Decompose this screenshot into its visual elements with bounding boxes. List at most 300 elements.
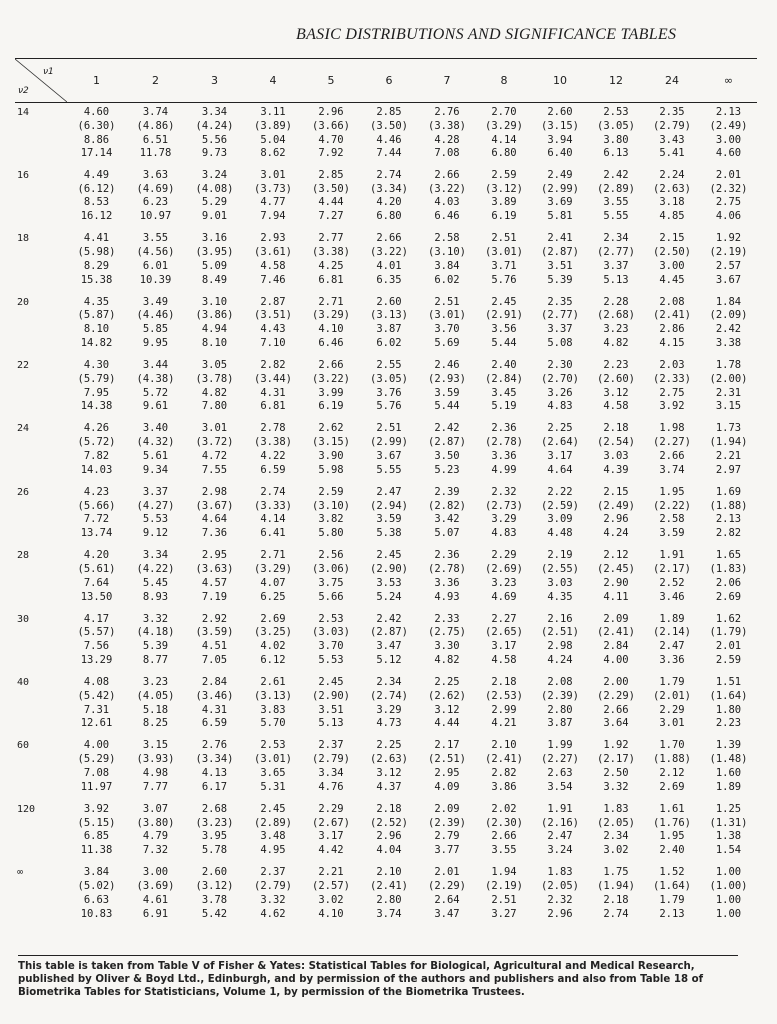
cell-value: 4.06 [715, 210, 742, 223]
cell-value: 1.73 [715, 422, 742, 435]
table-cell [700, 610, 757, 673]
cell-value: (3.34) [195, 753, 234, 766]
cell-value: 1.52 [659, 866, 685, 879]
cell-value: (2.89) [597, 182, 635, 195]
cell-value: 6.12 [260, 654, 286, 667]
cell-value: (2.99) [370, 436, 408, 449]
table-cell [418, 736, 476, 799]
cell-value: 4.93 [434, 590, 460, 603]
cell-value: 4.69 [491, 590, 517, 603]
cell-value: 3.87 [376, 323, 402, 336]
cell-value: 2.08 [547, 676, 573, 689]
cell-value: 2.64 [434, 893, 460, 906]
cell-value: 2.40 [659, 844, 685, 857]
column-header: 3 [185, 59, 244, 103]
cell-value: 3.86 [491, 780, 517, 793]
cell-value: 4.99 [491, 463, 517, 476]
cell-value: 5.08 [547, 337, 573, 350]
cell-value: (1.79) [709, 626, 748, 639]
table-cell [476, 356, 532, 419]
cell-value: 3.24 [201, 168, 228, 181]
cell-value: 2.25 [547, 422, 573, 435]
table-row [15, 673, 757, 736]
table-cell [126, 610, 185, 673]
table-cell [185, 356, 244, 419]
cell-value: 5.53 [318, 654, 344, 667]
table-cell [418, 103, 476, 166]
cell-value: 3.82 [318, 513, 344, 526]
table-cell [644, 736, 700, 799]
column-header: 7 [418, 59, 476, 103]
cell-value: (3.29) [312, 309, 350, 322]
cell-value: 5.98 [318, 463, 344, 476]
cell-value: 4.35 [83, 295, 110, 308]
cell-value: 6.40 [547, 147, 573, 160]
page-header: BASIC DISTRIBUTIONS AND SIGNIFICANCE TABLES [296, 26, 677, 43]
table-cell [244, 103, 302, 166]
table-cell [67, 229, 126, 292]
table-cell [185, 736, 244, 799]
table-cell [185, 610, 244, 673]
cell-value: 4.77 [260, 196, 286, 209]
cell-value: 2.13 [659, 907, 685, 920]
cell-value: 3.49 [142, 295, 169, 308]
cell-value: 1.95 [659, 830, 685, 843]
cell-value: 6.85 [83, 830, 110, 843]
cell-value: 2.09 [603, 612, 629, 625]
cell-value: 2.49 [547, 168, 573, 181]
cell-value: 2.10 [491, 739, 517, 752]
table-cell [185, 800, 244, 863]
cell-value: 7.64 [83, 576, 110, 589]
cell-value: 8.25 [142, 717, 169, 730]
table-cell [185, 546, 244, 609]
cell-value: 2.25 [376, 739, 402, 752]
cell-value: 5.04 [260, 133, 286, 146]
cell-value: (2.51) [541, 626, 579, 639]
cell-value: 2.34 [603, 830, 629, 843]
cell-value: (2.49) [597, 499, 635, 512]
cell-value: 5.55 [603, 210, 629, 223]
cell-value: 3.37 [142, 485, 169, 498]
cell-value: (3.66) [312, 119, 350, 132]
cell-value: 10.97 [139, 210, 172, 223]
cell-value: 2.18 [376, 802, 402, 815]
cell-value: (3.51) [254, 309, 292, 322]
table-cell [244, 800, 302, 863]
cell-value: 2.68 [201, 802, 228, 815]
cell-value: 6.46 [318, 337, 344, 350]
cell-value: (3.22) [428, 182, 466, 195]
cell-value: 3.99 [318, 386, 344, 399]
cell-value: (2.73) [485, 499, 523, 512]
cell-value: 2.47 [659, 640, 685, 653]
table-cell [185, 293, 244, 356]
table-cell [360, 546, 418, 609]
column-header: 24 [644, 59, 700, 103]
cell-value: 2.86 [659, 323, 685, 336]
cell-value: 2.23 [715, 717, 742, 730]
cell-value: 4.62 [260, 907, 286, 920]
cell-value: 1.65 [715, 549, 742, 562]
cell-value: (3.03) [312, 626, 350, 639]
nu1-label: ν1 [43, 67, 54, 77]
table-cell [67, 673, 126, 736]
table-cell [360, 483, 418, 546]
cell-value: 3.48 [260, 830, 286, 843]
table-cell [644, 356, 700, 419]
row-header-nu2: 120 [17, 803, 36, 815]
cell-value: 6.80 [491, 147, 517, 160]
cell-value: (3.67) [195, 499, 234, 512]
cell-value: (3.15) [541, 119, 579, 132]
cell-value: 7.05 [201, 654, 228, 667]
cell-value: (2.99) [541, 182, 579, 195]
cell-value: (3.22) [370, 246, 408, 259]
cell-value: 3.55 [491, 844, 517, 857]
cell-value: (2.29) [597, 689, 635, 702]
table-cell [588, 610, 644, 673]
cell-value: 2.70 [491, 106, 517, 118]
table-cell [67, 166, 126, 229]
table-cell [302, 293, 360, 356]
cell-value: 3.94 [547, 133, 573, 146]
cell-value: 3.59 [659, 527, 685, 540]
cell-value: 6.63 [83, 893, 110, 906]
cell-value: 6.25 [260, 590, 286, 603]
cell-value: 2.80 [376, 893, 402, 906]
cell-value: 4.14 [491, 133, 517, 146]
table-cell [185, 419, 244, 482]
cell-value: (3.95) [195, 246, 234, 259]
cell-value: 4.57 [201, 576, 228, 589]
cell-value: 2.95 [434, 767, 460, 779]
table-cell [244, 166, 302, 229]
cell-value: 5.38 [376, 527, 402, 540]
cell-value: 3.03 [547, 576, 573, 589]
cell-value: (3.38) [428, 119, 466, 132]
table-row [15, 103, 757, 166]
cell-value: 6.19 [491, 210, 517, 223]
table-cell [360, 356, 418, 419]
cell-value: (2.41) [485, 753, 523, 766]
column-header: 1 [67, 59, 126, 103]
cell-value: 1.83 [547, 866, 573, 879]
cell-value: 9.34 [142, 463, 169, 476]
cell-value: 1.92 [603, 739, 629, 752]
cell-value: 6.02 [434, 273, 460, 286]
cell-value: 2.21 [318, 866, 344, 879]
cell-value: 8.10 [201, 337, 228, 350]
cell-value: 5.23 [434, 463, 460, 476]
cell-value: 1.92 [715, 232, 742, 245]
cell-value: 2.82 [715, 527, 742, 540]
table-cell [244, 419, 302, 482]
cell-value: 14.82 [80, 337, 113, 350]
cell-value: 2.66 [491, 830, 517, 843]
cell-value: 4.04 [376, 844, 402, 857]
cell-value: 3.95 [201, 830, 228, 843]
cell-value: (1.88) [709, 499, 748, 512]
cell-value: 3.84 [434, 259, 460, 272]
cell-value: 1.80 [715, 703, 742, 716]
cell-value: 3.17 [318, 830, 344, 843]
cell-value: 7.80 [201, 400, 228, 413]
table-cell [588, 546, 644, 609]
cell-value: 4.58 [603, 400, 629, 413]
cell-value: 4.76 [318, 780, 344, 793]
cell-value: 2.97 [715, 463, 742, 476]
cell-value: 2.32 [491, 485, 517, 498]
cell-value: (3.13) [370, 309, 408, 322]
cell-value: 2.35 [547, 295, 573, 308]
table-cell [700, 166, 757, 229]
cell-value: 3.70 [434, 323, 460, 336]
cell-value: 3.34 [142, 549, 169, 562]
cell-value: 2.66 [603, 703, 629, 716]
cell-value: (3.73) [254, 182, 292, 195]
table-cell [244, 610, 302, 673]
cell-value: 2.15 [603, 485, 629, 498]
table-cell [126, 546, 185, 609]
cell-value: (2.93) [428, 372, 466, 385]
cell-value: (2.63) [370, 753, 408, 766]
cell-value: 3.32 [260, 893, 286, 906]
cell-value: 2.74 [260, 485, 286, 498]
cell-value: 2.32 [547, 893, 573, 906]
table-cell [644, 293, 700, 356]
cell-value: 5.70 [260, 717, 286, 730]
cell-value: 4.51 [201, 640, 228, 653]
cell-value: 2.66 [434, 168, 460, 181]
cell-value: 3.54 [547, 780, 573, 793]
cell-value: 5.85 [142, 323, 169, 336]
cell-value: 2.63 [547, 767, 573, 779]
cell-value: 4.07 [260, 576, 286, 589]
table-cell [418, 229, 476, 292]
cell-value: 3.90 [318, 450, 344, 463]
cell-value: (3.61) [254, 246, 292, 259]
cell-value: 3.11 [260, 106, 286, 118]
cell-value: 3.34 [201, 106, 228, 118]
cell-value: 2.42 [434, 422, 460, 435]
cell-value: 3.43 [659, 133, 685, 146]
cell-value: 4.83 [547, 400, 573, 413]
cell-value: 3.02 [603, 844, 629, 857]
cell-value: (3.86) [195, 309, 234, 322]
cell-value: 5.12 [376, 654, 402, 667]
cell-value: 5.80 [318, 527, 344, 540]
cell-value: 7.31 [83, 703, 110, 716]
cell-value: 9.61 [142, 400, 169, 413]
cell-value: 8.49 [201, 273, 228, 286]
cell-value: 3.12 [603, 386, 629, 399]
table-cell [532, 736, 588, 799]
cell-value: (2.45) [597, 563, 635, 576]
cell-value: 2.29 [659, 703, 685, 716]
cell-value: (4.05) [136, 689, 175, 702]
table-cell [418, 166, 476, 229]
cell-value: 4.30 [83, 359, 110, 372]
row-header-nu2: 60 [17, 740, 30, 752]
table-cell [67, 863, 126, 926]
table-cell [67, 356, 126, 419]
cell-value: 3.36 [491, 450, 517, 463]
cell-value: (1.88) [653, 753, 691, 766]
cell-value: 9.73 [201, 147, 228, 160]
cell-value: 8.29 [83, 259, 110, 272]
cell-value: 3.01 [201, 422, 228, 435]
cell-value: 2.51 [491, 893, 517, 906]
cell-value: 2.42 [603, 168, 629, 181]
cell-value: 1.89 [715, 780, 742, 793]
cell-value: 3.75 [318, 576, 344, 589]
cell-value: (2.29) [428, 879, 466, 892]
cell-value: 7.08 [83, 767, 110, 779]
cell-value: 5.76 [491, 273, 517, 286]
cell-value: (2.39) [428, 816, 466, 829]
table-cell [588, 419, 644, 482]
cell-value: 10.83 [80, 907, 113, 920]
column-header: 5 [302, 59, 360, 103]
cell-value: 5.39 [547, 273, 573, 286]
cell-value: 3.07 [142, 802, 169, 815]
cell-value: 11.78 [139, 147, 172, 160]
cell-value: 2.62 [318, 422, 344, 435]
cell-value: 4.01 [376, 259, 402, 272]
cell-value: 2.51 [491, 232, 517, 245]
table-cell [126, 483, 185, 546]
cell-value: 3.59 [376, 513, 402, 526]
table-cell [700, 546, 757, 609]
table-cell [532, 610, 588, 673]
cell-value: (3.80) [136, 816, 175, 829]
table-cell [588, 293, 644, 356]
table-cell [67, 546, 126, 609]
cell-value: 4.13 [201, 767, 228, 779]
cell-value: 3.09 [547, 513, 573, 526]
table-row [15, 546, 757, 609]
cell-value: 1.78 [715, 359, 742, 372]
cell-value: 2.47 [376, 485, 402, 498]
cell-value: 7.36 [201, 527, 228, 540]
cell-value: 4.20 [376, 196, 402, 209]
cell-value: 4.42 [318, 844, 344, 857]
cell-value: (3.29) [254, 563, 292, 576]
cell-value: (3.22) [312, 372, 350, 385]
cell-value: 4.82 [434, 654, 460, 667]
cell-value: (3.10) [428, 246, 466, 259]
cell-value: (2.19) [485, 879, 523, 892]
table-cell [418, 863, 476, 926]
cell-value: (5.29) [77, 753, 116, 766]
cell-value: 2.09 [434, 802, 460, 815]
cell-value: (3.12) [195, 879, 234, 892]
table-cell [302, 166, 360, 229]
cell-value: 2.76 [201, 739, 228, 752]
cell-value: (2.27) [541, 753, 579, 766]
cell-value: 5.29 [201, 196, 228, 209]
cell-value: 2.96 [603, 513, 629, 526]
cell-value: 5.76 [376, 400, 402, 413]
table-cell [476, 546, 532, 609]
cell-value: 2.13 [715, 513, 742, 526]
cell-value: (3.38) [312, 246, 350, 259]
cell-value: 4.41 [83, 232, 110, 245]
cell-value: 2.45 [260, 802, 286, 815]
cell-value: 6.13 [603, 147, 629, 160]
cell-value: 3.24 [547, 844, 573, 857]
cell-value: 3.59 [434, 386, 460, 399]
row-header-nu2: ∞ [17, 867, 24, 879]
table-cell [360, 419, 418, 482]
cell-value: 5.53 [142, 513, 169, 526]
cell-value: 4.44 [434, 717, 460, 730]
cell-value: 3.23 [491, 576, 517, 589]
cell-value: 3.37 [603, 259, 629, 272]
corner-cell [15, 59, 67, 103]
table-cell [360, 103, 418, 166]
cell-value: 3.17 [547, 450, 573, 463]
cell-value: 2.98 [547, 640, 573, 653]
cell-value: 4.14 [260, 513, 286, 526]
cell-value: 7.95 [83, 386, 110, 399]
cell-value: (5.79) [77, 372, 116, 385]
cell-value: 2.56 [318, 549, 344, 562]
cell-value: 5.18 [142, 703, 169, 716]
cell-value: 3.83 [260, 703, 286, 716]
table-cell [244, 356, 302, 419]
cell-value: (4.86) [136, 119, 175, 132]
cell-value: 1.00 [715, 893, 742, 906]
cell-value: 2.33 [434, 612, 460, 625]
source-footnote: This table is taken from Table V of Fisher & Yates: Statistical Tables for Biological, Agricultural and Medical Research, published by Oliver & Boyd Ltd., Edinburgh, and by permission of the authors and publishers and also from Table 18 of Biometrika Tables for Statisticians, Volume 1, by permission of the Biometrika Trustees. [18, 955, 738, 999]
table-cell [588, 483, 644, 546]
table-cell [700, 356, 757, 419]
cell-value: 2.66 [659, 450, 685, 463]
cell-value: 2.95 [201, 549, 228, 562]
cell-value: 3.80 [603, 133, 629, 146]
cell-value: 17.14 [80, 147, 113, 160]
cell-value: 7.77 [142, 780, 169, 793]
cell-value: (3.34) [370, 182, 408, 195]
nu2-label: ν2 [18, 86, 29, 96]
cell-value: (2.84) [485, 372, 523, 385]
cell-value: 4.70 [318, 133, 344, 146]
table-cell [532, 673, 588, 736]
table-cell [126, 229, 185, 292]
cell-value: (2.78) [485, 436, 523, 449]
cell-value: 2.53 [603, 106, 629, 118]
cell-value: 7.56 [83, 640, 110, 653]
cell-value: 4.95 [260, 844, 286, 857]
cell-value: (3.63) [195, 563, 234, 576]
cell-value: 1.89 [659, 612, 685, 625]
table-cell [67, 800, 126, 863]
cell-value: (2.90) [370, 563, 408, 576]
cell-value: 3.30 [434, 640, 460, 653]
table-cell [644, 419, 700, 482]
cell-value: 1.79 [659, 676, 685, 689]
cell-value: 8.86 [83, 133, 110, 146]
cell-value: 8.10 [83, 323, 110, 336]
cell-value: 1.60 [715, 767, 742, 779]
cell-value: (3.25) [254, 626, 292, 639]
cell-value: 5.09 [201, 259, 228, 272]
cell-value: 4.58 [260, 259, 286, 272]
cell-value: 16.12 [80, 210, 113, 223]
cell-value: (5.66) [77, 499, 116, 512]
